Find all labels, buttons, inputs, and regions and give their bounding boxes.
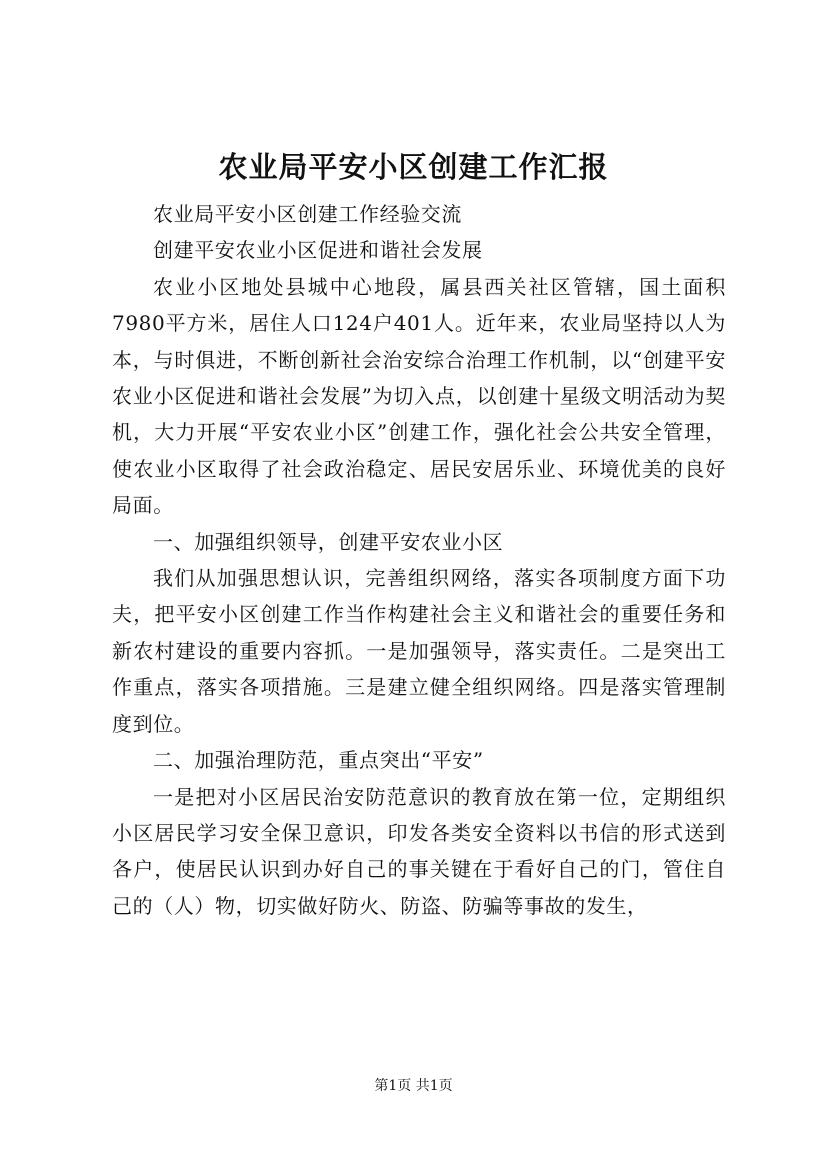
paragraph-section-2: 一是把对小区居民治安防范意识的教育放在第一位，定期组织小区居民学习安全保卫意识，印发各类安全资料以书信的形式送到各户，使居民认识到办好自己的事关键在于看好自己的门，管住自己的（人）物，切实做好防火、防盗、防骗等事故的发生，: [112, 784, 726, 918]
page-footer: 第1页 共1页: [374, 1078, 453, 1094]
document-title: 农业局平安小区创建工作汇报: [218, 150, 609, 184]
paragraph-section-1: 我们从加强思想认识，完善组织网络，落实各项制度方面下功夫，把平安小区创建工作当作构建社会主义和谐社会的重要任务和新农村建设的重要内容抓。一是加强领导，落实责任。二是突出工作重点，落实各项措施。三是建立健全组织网络。四是落实管理制度到位。: [112, 566, 726, 736]
paragraph-intro: 农业小区地处县城中心地段，属县西关社区管辖，国土面积7980平方米，居住人口124户401人。近年来，农业局坚持以人为本，与时俱进，不断创新社会治安综合治理工作机制，以“创建平安农业小区促进和谐社会发展”为切入点，以创建十星级文明活动为契机，大力开展“平安农业小区”创建工作，强化社会公共安全管理，使农业小区取得了社会政治稳定、居民安居乐业、环境优美的良好局面。: [112, 274, 726, 518]
section-heading-2: 二、加强治理防范，重点突出“平安”: [153, 748, 484, 773]
section-heading-1: 一、加强组织领导，创建平安农业小区: [153, 529, 504, 554]
paragraph-subtitle: 农业局平安小区创建工作经验交流: [153, 202, 462, 226]
document-body: [112, 196, 726, 924]
paragraph-theme: 创建平安农业小区促进和谐社会发展: [153, 238, 483, 263]
